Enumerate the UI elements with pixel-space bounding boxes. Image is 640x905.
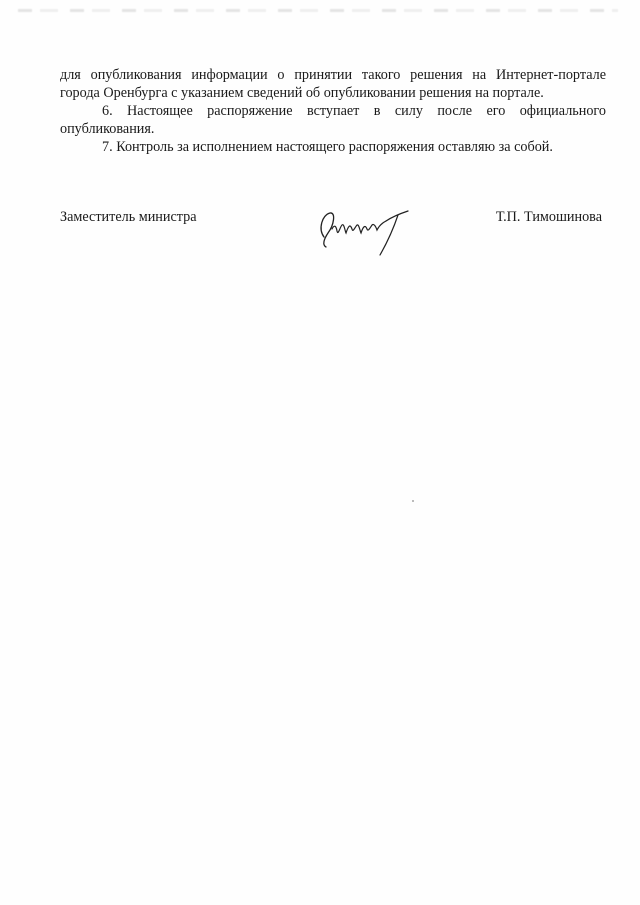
handwritten-signature xyxy=(310,203,420,259)
paragraph-7: 7. Контроль за исполнением настоящего распоряжения оставляю за собой. xyxy=(102,139,553,155)
paragraph-6-line-2: опубликования. xyxy=(60,121,155,137)
signatory-position: Заместитель министра xyxy=(60,209,197,225)
paragraph-6-line-1: 6. Настоящее распоряжение вступает в силу после его официального xyxy=(102,103,606,119)
paragraph-5-line-1: для опубликования информации о принятии такого решения на Интернет-портале xyxy=(60,67,606,83)
document-body xyxy=(60,66,606,156)
signature-block xyxy=(60,209,606,269)
scan-speck xyxy=(412,500,414,502)
paragraph-5-line-2: города Оренбурга с указанием сведений об опубликовании решения на портале. xyxy=(60,85,544,101)
signatory-name: Т.П. Тимошинова xyxy=(495,209,602,225)
scan-artifact-line xyxy=(18,9,618,12)
